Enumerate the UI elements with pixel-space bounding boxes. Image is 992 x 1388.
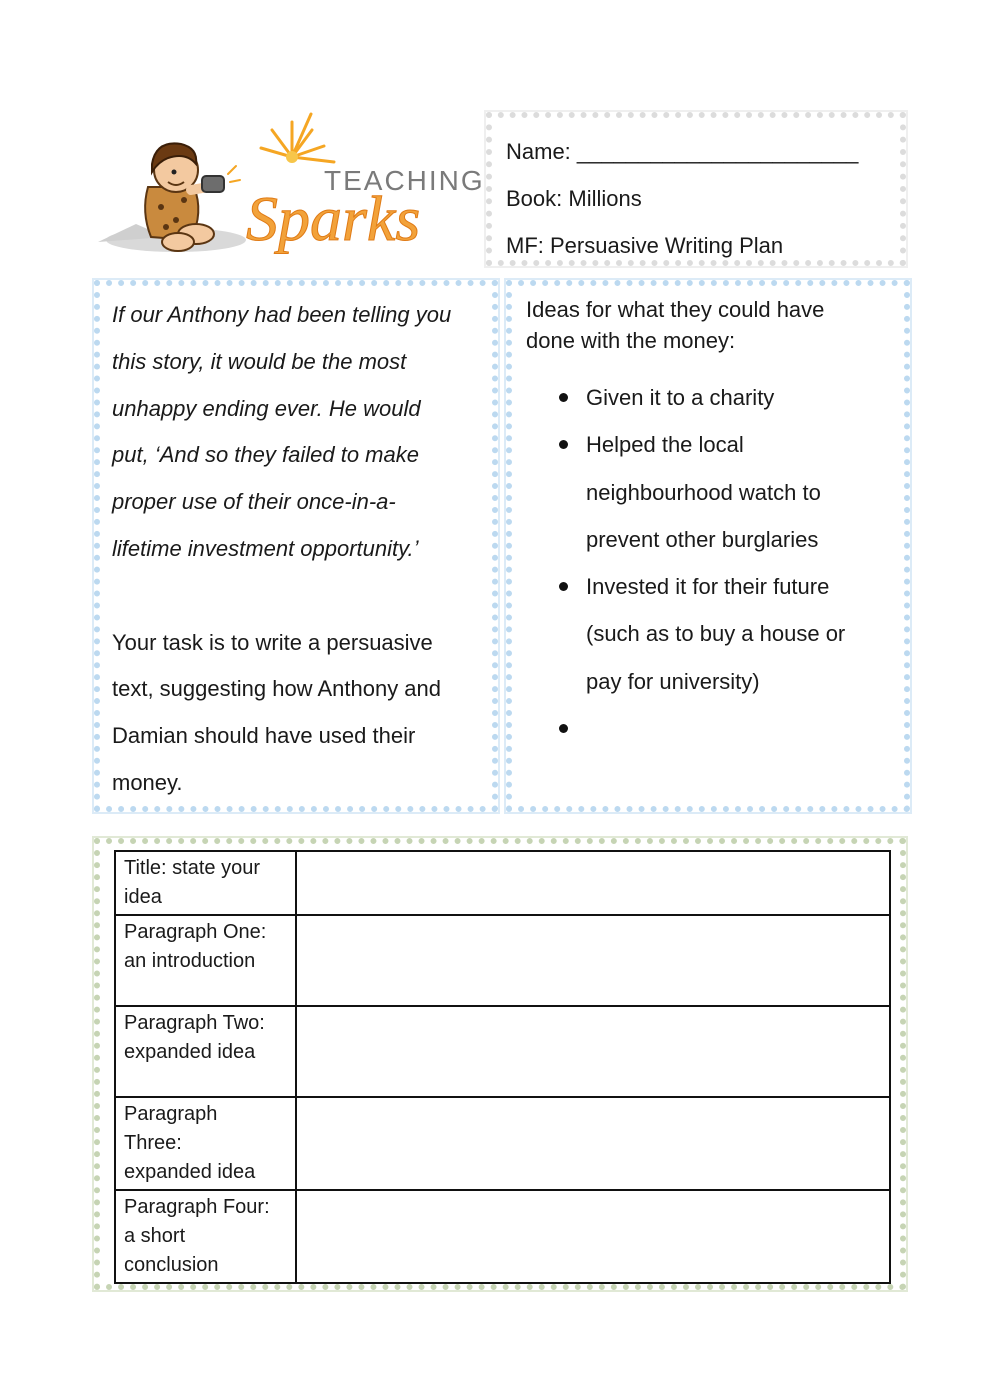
- story-quote: [112, 292, 480, 573]
- ideas-intro: [526, 294, 890, 356]
- name-line[interactable]: Name: _______________________: [506, 139, 859, 164]
- idea-line: (such as to buy a house or: [586, 621, 846, 647]
- blank-line: [112, 573, 480, 620]
- answer-cell[interactable]: [296, 1190, 890, 1283]
- worksheet-title: MF: Persuasive Writing Plan: [506, 233, 784, 258]
- answer-cell[interactable]: [296, 1006, 890, 1097]
- idea-line: prevent other burglaries: [586, 526, 819, 552]
- quote-line: proper use of their once-in-a-: [112, 489, 396, 515]
- row-label-line: conclusion: [124, 1254, 219, 1276]
- idea-item: [526, 563, 890, 705]
- row-label-line: an introduction: [124, 950, 256, 972]
- ideas-list: [526, 374, 890, 752]
- row-label: [115, 1190, 296, 1283]
- logo-text-sparks: Sparks: [246, 183, 421, 254]
- task-line: money.: [112, 769, 183, 795]
- row-label-line: Paragraph: [124, 1103, 218, 1125]
- bullet-icon: [559, 724, 568, 733]
- row-label-line: Paragraph Two:: [124, 1012, 265, 1034]
- task-instructions: [112, 620, 480, 807]
- story-task-box: [94, 280, 498, 812]
- quote-line: lifetime investment opportunity.’: [112, 535, 419, 561]
- row-label: [115, 1097, 296, 1190]
- table-row: [115, 1097, 890, 1190]
- table-row: [115, 1190, 890, 1283]
- intro-line: Ideas for what they could have: [526, 297, 825, 322]
- row-label-line: Three:: [124, 1132, 182, 1154]
- row-label-line: expanded idea: [124, 1161, 256, 1183]
- idea-line: pay for university): [586, 668, 760, 694]
- idea-line: Given it to a charity: [586, 385, 775, 410]
- bullet-icon: [559, 440, 568, 449]
- row-label: [115, 915, 296, 1006]
- row-label-line: expanded idea: [124, 1041, 256, 1063]
- bullet-icon: [559, 582, 568, 591]
- intro-line: done with the money:: [526, 328, 736, 353]
- answer-cell[interactable]: [296, 851, 890, 915]
- book-line: Book: Millions: [506, 186, 642, 211]
- idea-item: [526, 421, 890, 563]
- row-label-line: idea: [124, 886, 162, 908]
- teaching-sparks-logo: [96, 112, 485, 262]
- task-line: Damian should have used their: [112, 723, 416, 749]
- header-info-box: [486, 112, 906, 266]
- quote-line: If our Anthony had been telling you: [112, 302, 452, 327]
- table-row: [115, 1006, 890, 1097]
- idea-item: [526, 374, 890, 421]
- table-row: [115, 915, 890, 1006]
- row-label-line: Title: state your: [124, 857, 260, 879]
- task-line: Your task is to write a persuasive: [112, 629, 433, 655]
- logo-text-teaching: TEACHING: [324, 165, 485, 196]
- row-label-line: Paragraph Four:: [124, 1196, 270, 1218]
- writing-plan-box: [94, 838, 906, 1290]
- answer-cell[interactable]: [296, 915, 890, 1006]
- quote-line: unhappy ending ever. He would: [112, 395, 421, 421]
- idea-line: Invested it for their future: [586, 574, 830, 600]
- bullet-icon: [559, 393, 568, 402]
- idea-line-empty[interactable]: [586, 705, 890, 752]
- row-label-line: Paragraph One:: [124, 921, 267, 943]
- idea-line: Helped the local: [586, 432, 744, 458]
- logo-graphic: [96, 112, 485, 262]
- row-label: [115, 1006, 296, 1097]
- idea-line: neighbourhood watch to: [586, 479, 821, 505]
- quote-line: put, ‘And so they failed to make: [112, 442, 419, 468]
- row-label-line: a short: [124, 1225, 186, 1247]
- task-line: text, suggesting how Anthony and: [112, 676, 442, 702]
- table-row: [115, 851, 890, 915]
- row-label: [115, 851, 296, 915]
- ideas-box: [506, 280, 910, 812]
- writing-plan-table: [114, 850, 891, 1284]
- answer-cell[interactable]: [296, 1097, 890, 1190]
- idea-item-empty[interactable]: [526, 705, 890, 752]
- quote-line: this story, it would be the most: [112, 348, 407, 374]
